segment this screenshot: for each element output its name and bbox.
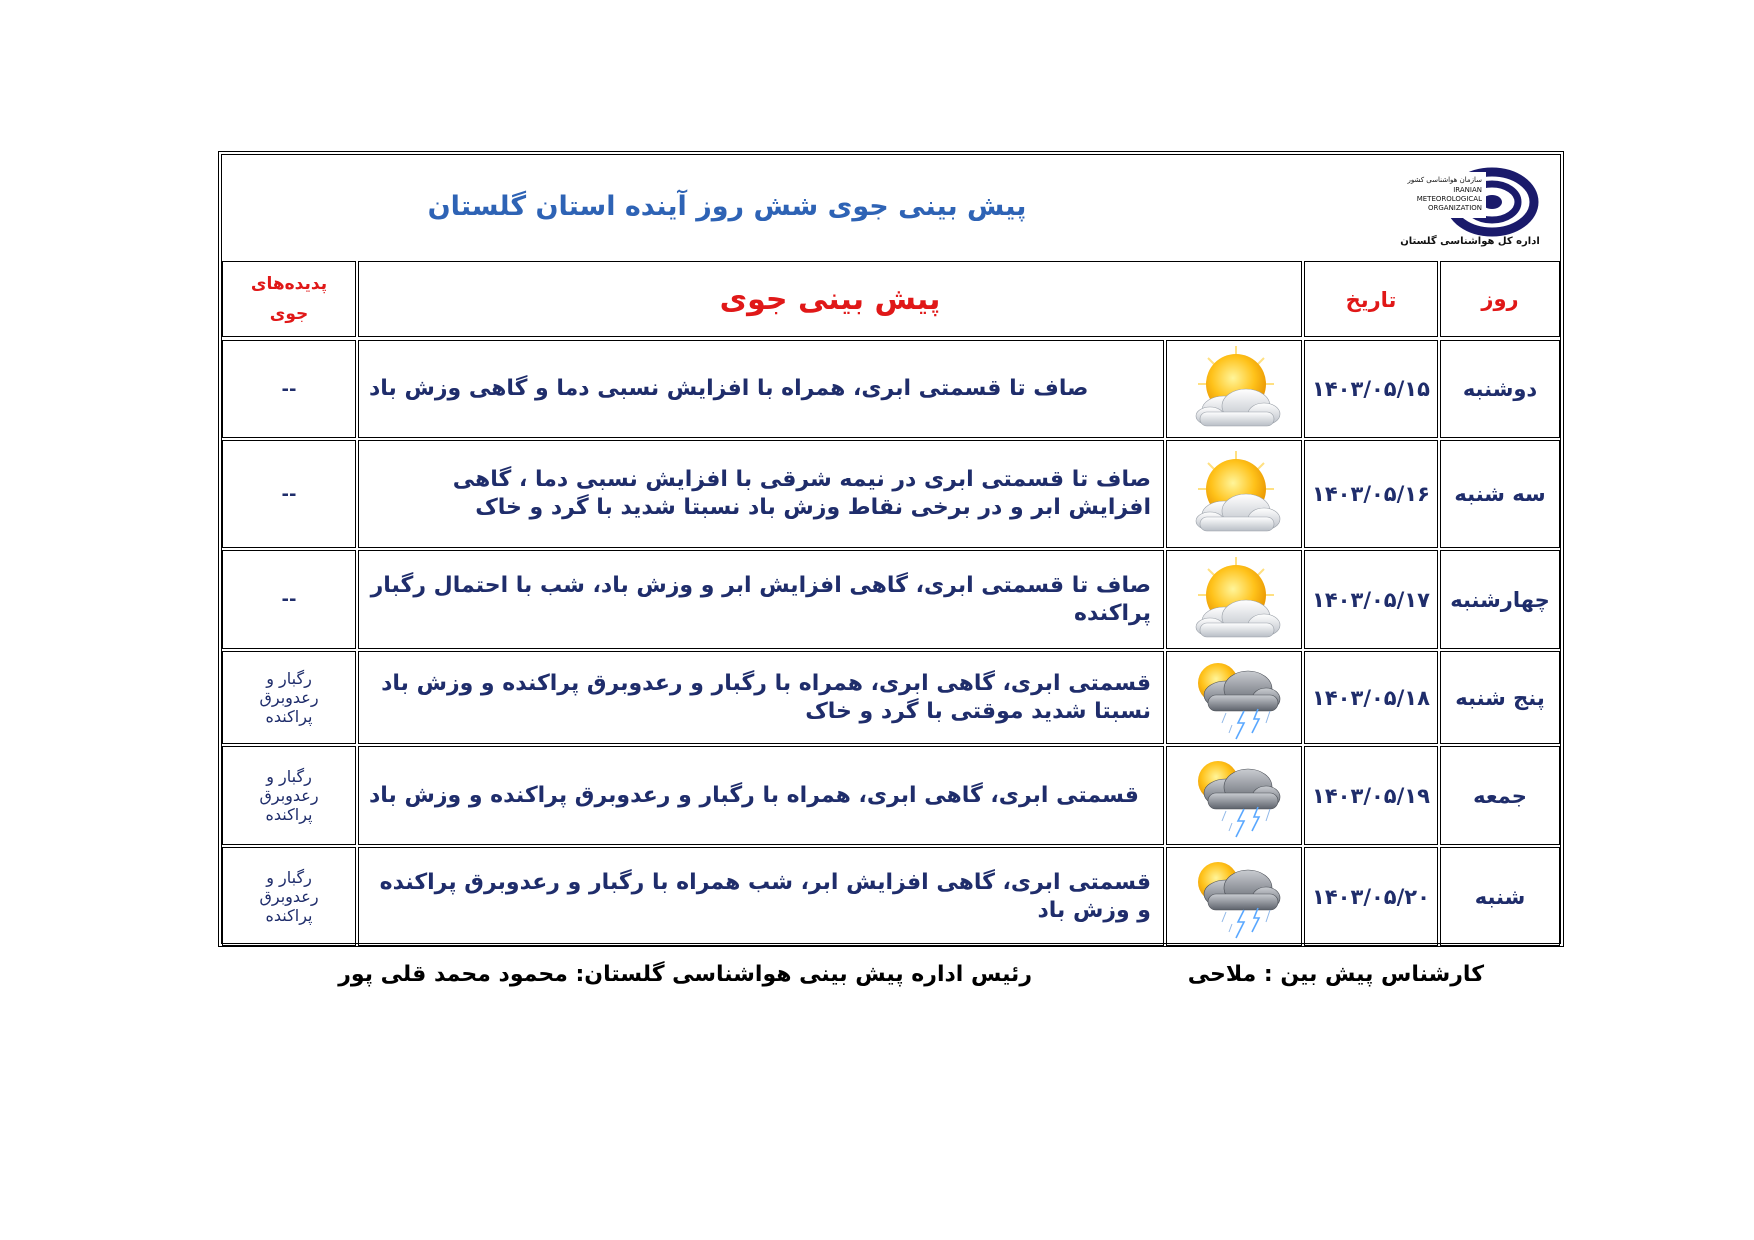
logo-line-1: سازمان هواشناسی کشور [1407,176,1482,184]
partly-cloudy-icon [1186,344,1282,434]
col-header-phenomena [222,261,356,337]
logo-caption: اداره کل هواشناسی گلستان [1400,236,1540,247]
day-cell [1440,340,1560,438]
phenomena-text: رگبار و رعدوبرق پراکنده [259,767,319,824]
thunderstorm-icon [1186,852,1282,942]
weather-icon-cell [1166,550,1302,649]
partly-cloudy-icon [1186,449,1282,539]
phenomena-text: -- [281,378,297,400]
day-text: سه شنبه [1454,482,1546,506]
day-cell [1440,651,1560,744]
day-text: شنبه [1474,884,1526,909]
thunderstorm-icon [1186,751,1282,841]
forecast-text: قسمتی ابری، گاهی ابری، همراه با رگبار و رعدوبرق پراکنده و وزش باد نسبتا شدید موقتی با گرد و خاک [381,670,1151,724]
footer-forecaster: کارشناس پیش بین : ملاحی [1187,962,1484,987]
forecast-text: قسمتی ابری، گاهی افزایش ابر، شب همراه با رگبار و رعدوبرق پراکنده و وزش باد [379,869,1151,923]
date-text: ۱۴۰۳/۰۵/۱۷ [1312,587,1430,612]
col-header-forecast-label: پیش بینی جوی [719,281,941,317]
col-header-day-label: روز [1481,287,1519,311]
phenomena-cell [222,651,356,744]
date-text: ۱۴۰۳/۰۵/۲۰ [1312,884,1430,909]
day-text: دوشنبه [1462,377,1538,401]
day-text: پنج شنبه [1455,685,1545,710]
forecast-text: صاف تا قسمتی ابری در نیمه شرقی با افزایش نسبی دما ، گاهی افزایش ابر و در برخی نقاط وزش باد نسبتا شدید با گرد و خاک [452,467,1151,520]
forecast-text-cell [358,746,1164,845]
phenomena-cell [222,847,356,946]
phenomena-cell [222,440,356,548]
col-header-date [1304,261,1438,337]
phenomena-text: -- [281,483,297,505]
weather-icon-cell [1166,340,1302,438]
day-text: جمعه [1473,783,1527,808]
day-cell [1440,746,1560,845]
phenomena-text: رگبار و رعدوبرق پراکنده [259,669,319,726]
col-header-phenomena-label: پدیده‌های جوی [250,274,328,324]
date-cell [1304,340,1438,438]
weather-icon-cell [1166,651,1302,744]
weather-icon-cell [1166,847,1302,946]
phenomena-cell [222,746,356,845]
date-cell [1304,651,1438,744]
col-header-date-label: تاریخ [1345,288,1397,312]
phenomena-text: رگبار و رعدوبرق پراکنده [259,868,319,925]
phenomena-text: -- [281,589,297,610]
forecast-text-cell [358,340,1164,438]
day-cell [1440,440,1560,548]
date-text: ۱۴۰۳/۰۵/۱۸ [1312,685,1430,710]
page-title-text: پیش بینی جوی شش روز آینده استان گلستان [427,191,1027,222]
forecast-text-cell [358,651,1164,744]
day-text: چهارشنبه [1450,587,1550,612]
col-header-day [1440,261,1560,337]
forecast-text-cell [358,847,1164,946]
page-title [222,155,1560,258]
logo-line-4: ORGANIZATION [1427,204,1482,212]
weather-icon-cell [1166,746,1302,845]
date-cell [1304,746,1438,845]
forecast-text: قسمتی ابری، گاهی ابری، همراه با رگبار و رعدوبرق پراکنده و وزش باد [369,782,1139,808]
date-text: ۱۴۰۳/۰۵/۱۶ [1312,482,1430,506]
date-cell [1304,440,1438,548]
phenomena-cell [222,340,356,438]
forecast-text: صاف تا قسمتی ابری، همراه با افزایش نسبی دما و گاهی وزش باد [369,376,1089,401]
partly-cloudy-icon [1186,555,1282,645]
date-cell [1304,550,1438,649]
day-cell [1440,847,1560,946]
footer-head: رئیس اداره پیش بینی هواشناسی گلستان: محمود محمد قلی پور [338,962,1032,987]
date-text: ۱۴۰۳/۰۵/۱۵ [1312,377,1430,401]
forecast-text-cell [358,550,1164,649]
weather-icon-cell [1166,440,1302,548]
logo-line-3: METEOROLOGICAL [1416,195,1482,203]
forecast-text-cell [358,440,1164,548]
thunderstorm-icon [1186,653,1282,743]
date-cell [1304,847,1438,946]
forecast-text: صاف تا قسمتی ابری، گاهی افزایش ابر و وزش باد، شب با احتمال رگبار پراکنده [370,572,1151,626]
col-header-forecast [358,261,1302,337]
date-text: ۱۴۰۳/۰۵/۱۹ [1312,783,1430,808]
phenomena-cell [222,550,356,649]
logo-line-2: IRANIAN [1453,186,1482,194]
day-cell [1440,550,1560,649]
